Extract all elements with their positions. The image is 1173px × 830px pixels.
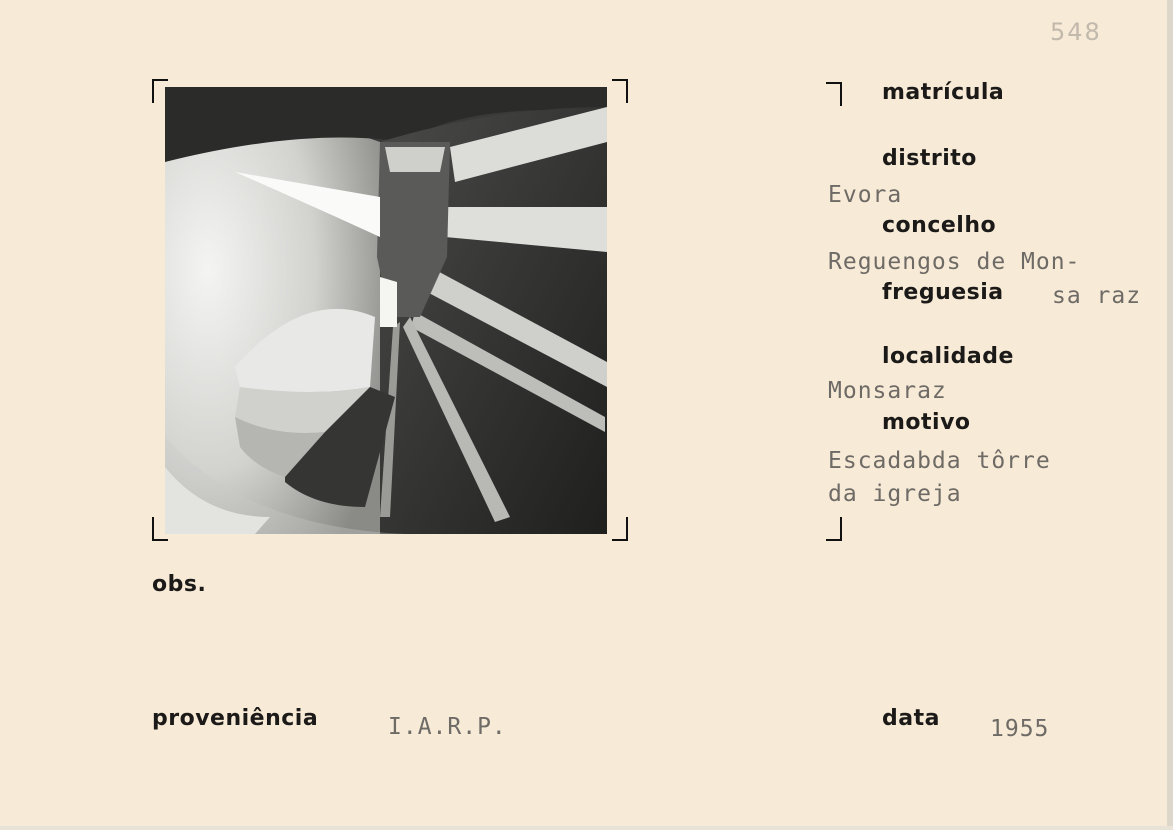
obs-label: obs. <box>152 572 207 597</box>
concelho-label: concelho <box>882 213 997 238</box>
data-value: 1955 <box>990 716 1050 742</box>
localidade-value: Monsaraz <box>828 378 947 404</box>
motivo-value-line2: da igreja <box>828 481 962 507</box>
proveniencia-label: proveniência <box>152 706 319 731</box>
motivo-label: motivo <box>882 410 971 435</box>
freguesia-label: freguesia <box>882 280 1004 305</box>
motivo-value-line1: Escadabda tôrre <box>828 448 1051 474</box>
photo-corner-mark <box>612 79 628 103</box>
staircase-photo <box>165 87 607 534</box>
field-bracket-top <box>826 82 842 106</box>
proveniencia-value: I.A.R.P. <box>388 714 507 740</box>
matricula-label: matrícula <box>882 80 1005 105</box>
photo-corner-mark <box>612 517 628 541</box>
freguesia-value: sa raz <box>1052 283 1142 309</box>
distrito-label: distrito <box>882 146 977 171</box>
field-bracket-bottom <box>826 517 842 541</box>
concelho-value: Reguengos de Mon- <box>828 249 1081 275</box>
localidade-label: localidade <box>882 344 1014 369</box>
pencil-number: 548 <box>1050 18 1102 46</box>
distrito-value: Evora <box>828 182 903 208</box>
data-label: data <box>882 706 940 731</box>
